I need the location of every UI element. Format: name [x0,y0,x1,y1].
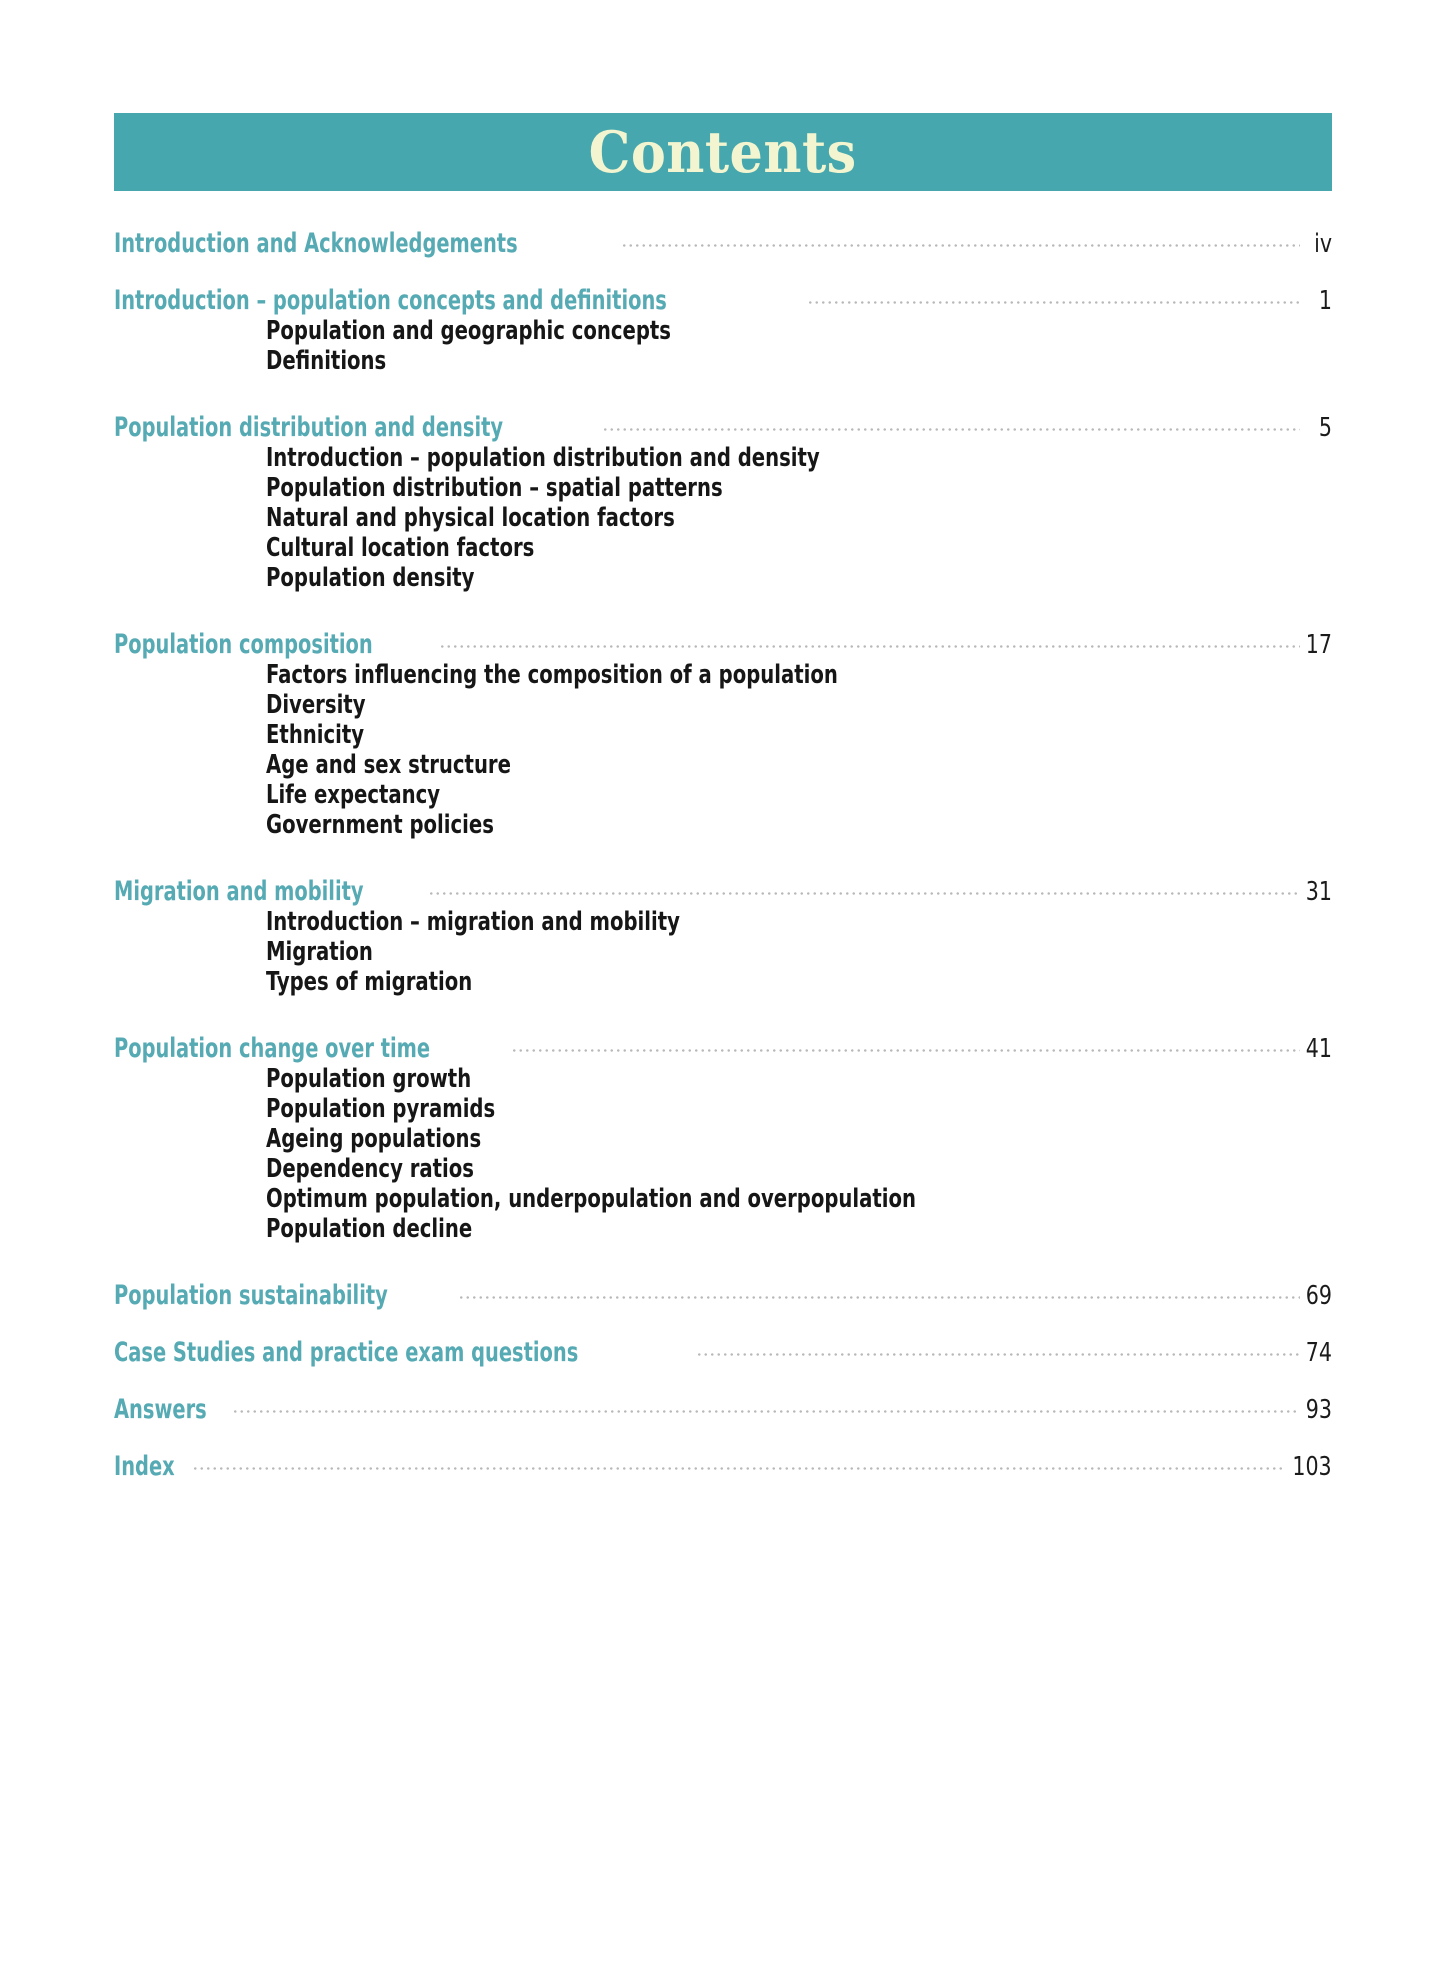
toc-entry-link[interactable] [114,876,1332,908]
toc-entry-title: Population sustainability [114,1280,388,1312]
dot-leader [232,1402,1300,1418]
toc-subentry-list [114,660,1332,840]
toc-entry [114,1280,1332,1312]
toc-subentry-label: Population pyramids [266,1094,496,1125]
toc-subentry[interactable] [114,907,1332,937]
toc-entry-page-number: 41 [1305,1034,1332,1065]
toc-subentry-label: Cultural location factors [266,533,535,564]
dot-leader [428,884,1300,900]
toc-entry [114,1337,1332,1369]
toc-subentry-label: Ageing populations [266,1124,482,1155]
toc-subentry-list [114,907,1332,997]
toc-entry [114,287,1332,376]
toc-subentry-label: Age and sex structure [266,750,511,781]
toc-entry-page-number: 74 [1305,1338,1332,1369]
toc-subentry[interactable] [114,660,1332,690]
toc-subentry-label: Factors influencing the composition of a population [266,660,838,691]
toc-subentry-label: Population decline [266,1214,473,1245]
toc-subentry[interactable] [114,443,1332,473]
toc-entry-link[interactable] [114,1337,1332,1369]
toc-entry-title: Index [114,1451,175,1483]
toc-subentry-label: Definitions [266,346,387,377]
toc-subentry-label: Introduction – migration and mobility [266,907,680,938]
toc-subentry-label: Ethnicity [266,720,365,751]
toc-subentry[interactable] [114,1184,1332,1214]
toc-entry-title: Population change over time [114,1033,431,1065]
toc-entry [114,1035,1332,1244]
toc-subentry-list [114,443,1332,593]
toc-subentry[interactable] [114,563,1332,593]
toc-subentry-label: Population growth [266,1064,472,1095]
toc-entry [114,1451,1332,1483]
dot-leader [602,420,1300,436]
toc-subentry[interactable] [114,1124,1332,1154]
toc-entry [114,1394,1332,1426]
dot-leader [458,1288,1300,1304]
dot-leader [807,293,1300,309]
toc-entry-link[interactable] [114,1033,1332,1065]
toc-subentry-label: Natural and physical location factors [266,503,675,534]
toc-entry-page-number: 1 [1318,286,1332,316]
dot-leader [511,1041,1300,1057]
toc-entry [114,414,1332,593]
table-of-contents [114,230,1332,1482]
toc-subentry-label: Diversity [266,690,366,721]
toc-subentry-label: Introduction – population distribution and density [266,443,820,474]
toc-subentry-label: Population and geographic concepts [266,316,671,346]
toc-entry-page-number: 31 [1305,877,1332,908]
toc-subentry[interactable] [114,533,1332,563]
toc-subentry[interactable] [114,1064,1332,1094]
toc-subentry-label: Population distribution – spatial patterns [266,473,723,504]
toc-entry-page-number: 69 [1305,1281,1332,1312]
toc-subentry[interactable] [114,316,1332,346]
toc-subentry[interactable] [114,1094,1332,1124]
page-header-band [114,113,1332,191]
dot-leader [192,1459,1286,1475]
toc-entry-link[interactable] [114,1280,1332,1312]
toc-subentry-label: Migration [266,937,373,968]
toc-entry-page-number: 5 [1318,413,1332,444]
toc-subentry[interactable] [114,1214,1332,1244]
toc-subentry[interactable] [114,503,1332,533]
toc-entry-link[interactable] [114,1451,1332,1483]
toc-subentry-label: Population density [266,563,475,594]
toc-entry-page-number: 17 [1305,630,1332,661]
toc-entry-link[interactable] [114,230,1332,257]
toc-entry [114,878,1332,997]
toc-subentry[interactable] [114,750,1332,780]
toc-subentry[interactable] [114,967,1332,997]
toc-subentry-list [114,1064,1332,1244]
toc-subentry-label: Types of migration [266,967,473,998]
toc-entry-title: Answers [114,1394,207,1426]
toc-entry-page-number: 103 [1292,1452,1332,1483]
toc-entry [114,631,1332,840]
toc-subentry[interactable] [114,473,1332,503]
toc-subentry[interactable] [114,690,1332,720]
toc-subentry-label: Government policies [266,810,494,841]
toc-subentry[interactable] [114,720,1332,750]
toc-entry-title: Population composition [114,629,373,661]
toc-entry-link[interactable] [114,629,1332,661]
toc-entry-page-number: iv [1314,229,1332,259]
dot-leader [621,236,1300,252]
toc-subentry[interactable] [114,810,1332,840]
toc-entry-title: Introduction and Acknowledgements [114,228,518,259]
toc-subentry[interactable] [114,780,1332,810]
toc-entry-title: Case Studies and practice exam questions [114,1337,579,1369]
toc-entry-link[interactable] [114,287,1332,314]
toc-entry-title: Introduction – population concepts and definitions [114,285,667,316]
toc-subentry-label: Dependency ratios [266,1154,474,1185]
dot-leader [696,1345,1300,1361]
toc-subentry-label: Life expectancy [266,780,441,811]
toc-entry [114,230,1332,257]
toc-subentry[interactable] [114,1154,1332,1184]
toc-entry-title: Migration and mobility [114,876,364,908]
toc-entry-link[interactable] [114,1394,1332,1426]
toc-entry-link[interactable] [114,412,1332,444]
toc-subentry-list [114,316,1332,376]
toc-entry-page-number: 93 [1305,1395,1332,1426]
toc-subentry-label: Optimum population, underpopulation and overpopulation [266,1184,917,1215]
page-title: Contents [588,118,857,186]
toc-entry-title: Population distribution and density [114,412,504,444]
dot-leader [439,637,1300,653]
toc-subentry[interactable] [114,937,1332,967]
toc-subentry[interactable] [114,346,1332,376]
